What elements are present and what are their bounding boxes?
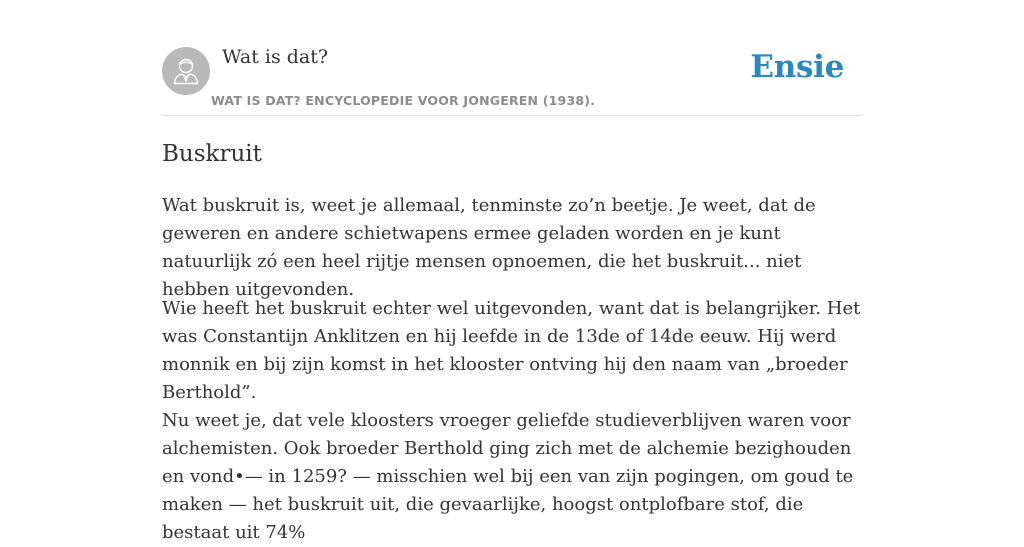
source-subtitle[interactable]: WAT IS DAT? ENCYCLOPEDIE VOOR JONGEREN (1938). xyxy=(211,93,596,108)
article xyxy=(162,138,862,543)
ensie-logo[interactable]: Ensie xyxy=(750,49,844,85)
user-placeholder-icon xyxy=(162,47,210,95)
article-paragraph: Wie heeft het buskruit echter wel uitgevonden, want dat is belangrijker. Het was Constantijn Anklitzen en hij leefde in de 13de of 14de eeuw. Hij werd monnik en bij zijn komst in het klooster ontving hij den naam van „broeder Berthold”. xyxy=(162,298,861,403)
article-paragraph: Nu weet je, dat vele kloosters vroeger geliefde studieverblijven waren voor alchemisten. Ook broeder Berthold ging zich met de alchemie bezighouden en vond•— in 1259? — misschien wel bij een van zijn pogingen, om goud te maken — het buskruit uit, die gevaarlijke, hoogst ontplofbare stof, die bestaat uit 74% xyxy=(162,410,854,543)
article-paragraph: Wat buskruit is, weet je allemaal, tenminste zo’n beetje. Je weet, dat de geweren en andere schietwapens ermee geladen worden en je kunt natuurlijk zó een heel rijtje mensen opnoemen, die het buskruit... niet hebben uitgevonden. xyxy=(162,195,816,300)
article-title: Buskruit xyxy=(162,141,262,167)
source-title[interactable]: Wat is dat? xyxy=(222,46,329,68)
avatar[interactable] xyxy=(162,47,210,95)
source-header xyxy=(162,0,862,116)
